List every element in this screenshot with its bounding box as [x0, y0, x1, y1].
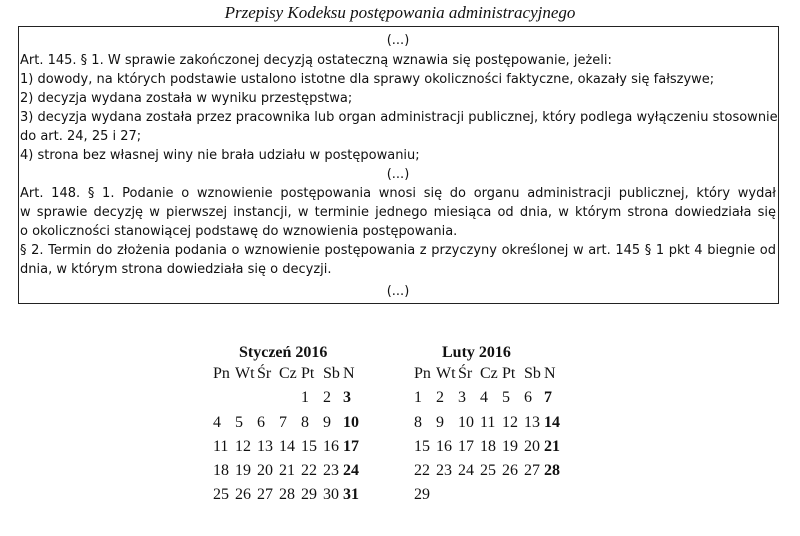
calendar-day: 25 [213, 486, 229, 503]
calendar-day: 13 [524, 414, 540, 431]
weekday-header: N [343, 365, 355, 382]
calendar-day: 11 [480, 414, 496, 431]
calendar-day: 13 [257, 438, 273, 455]
calendar-day: 9 [323, 414, 331, 431]
calendar-day: 10 [343, 414, 359, 431]
calendar-day: 30 [323, 486, 339, 503]
weekday-header: Śr [257, 365, 272, 382]
weekday-header: N [544, 365, 556, 382]
calendar-day: 26 [502, 462, 518, 479]
calendar-day: 5 [235, 414, 243, 431]
calendar-day: 19 [235, 462, 251, 479]
calendar-day: 6 [257, 414, 265, 431]
calendar-title: Luty 2016 [442, 344, 511, 361]
art145-point2: 2) decyzja wydana została w wyniku przestępstwa; [20, 91, 353, 106]
calendar-day: 11 [213, 438, 229, 455]
calendar-day: 14 [279, 438, 295, 455]
calendar-day: 4 [480, 389, 488, 406]
ellipsis-top: (...) [386, 33, 410, 48]
weekday-header: Sb [323, 365, 340, 382]
art145-point3: 3) decyzja wydana została przez pracownika lub organ administracji publicznej, który podlega wyłączeniu stosownie [20, 110, 778, 125]
calendar-day: 16 [323, 438, 339, 455]
calendar-day: 16 [436, 438, 452, 455]
calendar-day: 29 [301, 486, 317, 503]
calendar-day: 2 [436, 389, 444, 406]
calendar-day: 17 [343, 438, 359, 455]
calendar-day: 1 [414, 389, 422, 406]
calendar-day: 7 [279, 414, 287, 431]
art148-par2-line1: § 2. Termin do złożenia podania o wznowienie postępowania z przyczyny określonej w art. 145 § 1 pkt 4 biegnie od [20, 243, 776, 258]
art148-par2-line2: dnia, w którym strona dowiedziała się o decyzji. [20, 262, 332, 277]
calendar-day: 28 [544, 462, 560, 479]
calendar-january-2016 [213, 344, 373, 504]
calendar-day: 23 [436, 462, 452, 479]
weekday-header: Cz [279, 365, 297, 382]
calendar-day: 5 [502, 389, 510, 406]
calendar-day: 15 [414, 438, 430, 455]
calendar-day: 25 [480, 462, 496, 479]
calendar-day: 31 [343, 486, 359, 503]
calendar-day: 14 [544, 414, 560, 431]
calendar-day: 27 [257, 486, 273, 503]
art145-point4: 4) strona bez własnej winy nie brała udziału w postępowaniu; [20, 148, 420, 163]
calendar-day: 21 [279, 462, 295, 479]
calendar-title: Styczeń 2016 [239, 344, 328, 361]
weekday-header: Pt [301, 365, 315, 382]
calendar-day: 3 [343, 389, 351, 406]
calendar-day: 15 [301, 438, 317, 455]
calendar-day: 24 [458, 462, 474, 479]
weekday-header: Sb [524, 365, 541, 382]
art145-point3-cont: do art. 24, 25 i 27; [20, 129, 142, 144]
calendar-day: 12 [502, 414, 518, 431]
weekday-header: Wt [436, 365, 456, 382]
calendar-day: 19 [502, 438, 518, 455]
art145-point1: 1) dowody, na których podstawie ustalono istotne dla sprawy okoliczności faktyczne, okazały się fałszywe; [20, 72, 715, 87]
weekday-header: Cz [480, 365, 498, 382]
ellipsis-bottom: (...) [386, 284, 410, 299]
calendar-day: 28 [279, 486, 295, 503]
calendar-day: 18 [480, 438, 496, 455]
calendar-day: 23 [323, 462, 339, 479]
calendar-day: 10 [458, 414, 474, 431]
art148-par1-line1: Art. 148. § 1. Podanie o wznowienie postępowania wnosi się do organu administracji publicznej, który wydał [20, 186, 776, 201]
calendar-day: 22 [301, 462, 317, 479]
calendar-day: 27 [524, 462, 540, 479]
weekday-header: Pn [414, 365, 431, 382]
art148-par1-line3: o okoliczności stanowiącej podstawę do wznowienia postępowania. [20, 224, 458, 239]
calendar-day: 2 [323, 389, 331, 406]
art148-par1-line2: w sprawie decyzję w pierwszej instancji, w terminie jednego miesiąca od dnia, w którym strona dowiedziała się [20, 205, 776, 220]
calendar-day: 12 [235, 438, 251, 455]
weekday-header: Śr [458, 365, 473, 382]
calendar-day: 8 [301, 414, 309, 431]
calendar-day: 6 [524, 389, 532, 406]
calendar-day: 29 [414, 486, 430, 503]
weekday-header: Pt [502, 365, 516, 382]
calendar-day: 9 [436, 414, 444, 431]
calendar-day: 26 [235, 486, 251, 503]
document-title: Przepisy Kodeksu postępowania administracyjnego [224, 3, 576, 22]
calendar-day: 20 [524, 438, 540, 455]
calendar-day: 17 [458, 438, 474, 455]
calendar-day: 20 [257, 462, 273, 479]
calendar-day: 1 [301, 389, 309, 406]
calendar-day: 18 [213, 462, 229, 479]
weekday-header: Pn [213, 365, 230, 382]
calendar-day: 7 [544, 389, 552, 406]
calendar-day: 3 [458, 389, 466, 406]
calendar-february-2016 [414, 344, 574, 504]
weekday-header: Wt [235, 365, 255, 382]
calendar-day: 8 [414, 414, 422, 431]
calendar-day: 22 [414, 462, 430, 479]
ellipsis-middle: (...) [386, 167, 410, 182]
calendar-day: 24 [343, 462, 359, 479]
art145-par1: Art. 145. § 1. W sprawie zakończonej decyzją ostateczną wznawia się postępowanie, jeżeli: [20, 53, 612, 68]
calendar-day: 4 [213, 414, 221, 431]
calendar-day: 21 [544, 438, 560, 455]
